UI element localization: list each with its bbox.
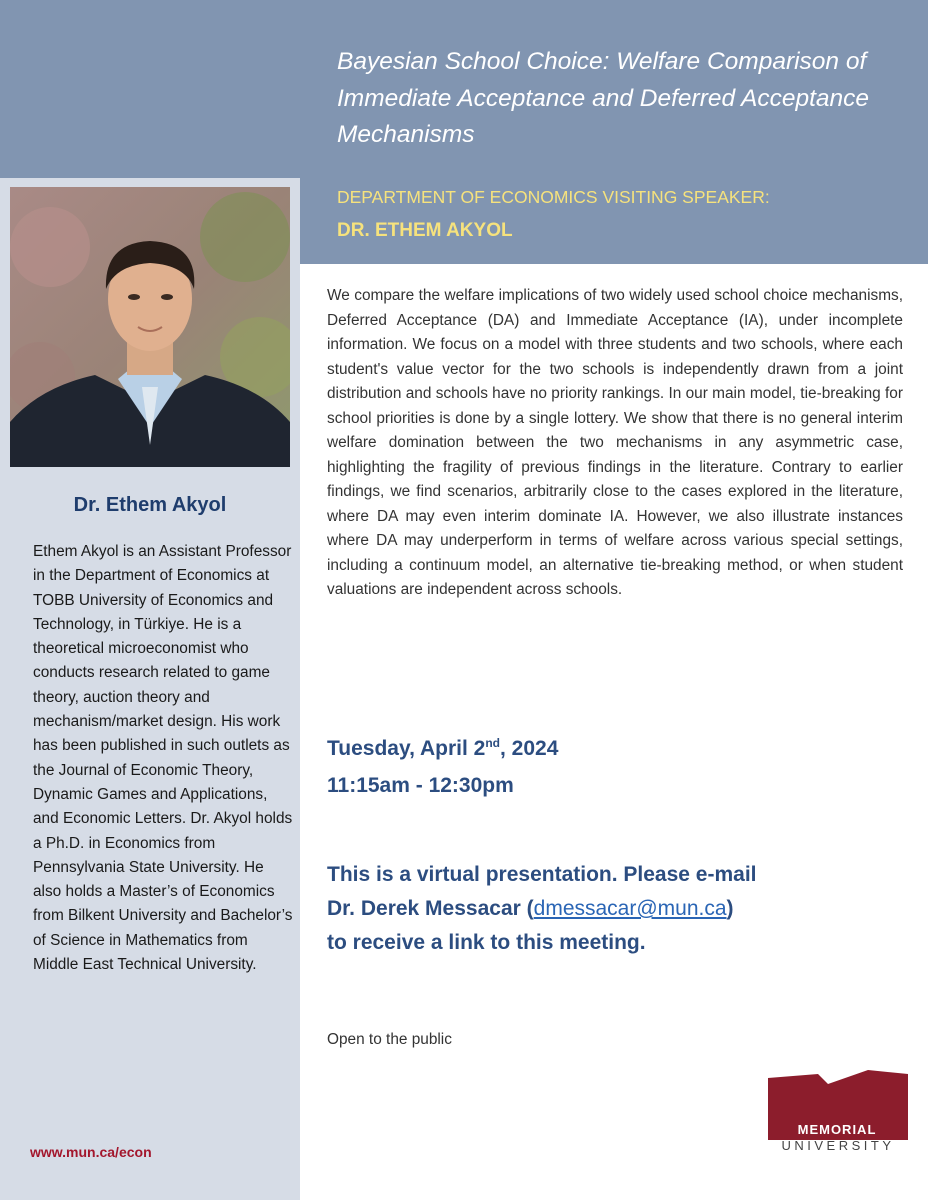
- event-time: 11:15am - 12:30pm: [327, 774, 514, 797]
- speaker-header: DR. ETHEM AKYOL: [337, 220, 513, 241]
- logo-word-university: UNIVERSITY: [781, 1138, 895, 1153]
- memorial-university-logo: [768, 1070, 908, 1160]
- virtual-line-2-suffix: ): [726, 897, 734, 920]
- virtual-line-2-prefix: Dr. Derek Messacar (: [327, 897, 534, 920]
- virtual-line-3: to receive a link to this meeting.: [327, 931, 646, 954]
- virtual-notice: [327, 858, 907, 960]
- date-suffix: , 2024: [500, 737, 559, 760]
- speaker-photo: [10, 187, 290, 467]
- email-link[interactable]: dmessacar@mun.ca: [533, 897, 727, 920]
- virtual-line-1: This is a virtual presentation. Please e-mail: [327, 863, 757, 886]
- department-line: DEPARTMENT OF ECONOMICS VISITING SPEAKER:: [337, 187, 770, 207]
- speaker-name: Dr. Ethem Akyol: [73, 494, 227, 516]
- virtual-line-2: [327, 892, 907, 926]
- event-date: [327, 736, 558, 761]
- public-note: Open to the public: [327, 1031, 452, 1048]
- talk-title: Bayesian School Choice: Welfare Comparison of Immediate Acceptance and Deferred Acceptance Mechanisms: [337, 48, 870, 148]
- date-prefix: Tuesday, April 2: [327, 737, 486, 760]
- website-link[interactable]: www.mun.ca/econ: [30, 1144, 152, 1160]
- logo-word-memorial: MEMORIAL: [797, 1122, 877, 1137]
- speaker-bio: Ethem Akyol is an Assistant Professor in the Department of Economics at TOBB University of Economics and Technology, in Türkiye. He is a theoretical microeconomist who conducts research related to game theory, auction theory and mechanism/market design. His work has been published in such outlets as the Journal of Economic Theory, Dynamic Games and Applications, and Economic Letters. Dr. Akyol holds a Ph.D. in Economics from Pennsylvania State University. He also holds a Master’s of Economics from Bilkent University and Bachelor’s of Science in Mathematics from Middle East Technical University.: [33, 543, 293, 974]
- date-ordinal: nd: [485, 736, 500, 750]
- abstract-text: We compare the welfare implications of two widely used school choice mechanisms, Deferred Acceptance (DA) and Immediate Acceptance (IA), under incomplete information. We focus on a model with three students and two schools, where each student's value vector for the two schools is independently drawn from a joint distribution and schools have no priority rankings. In our main model, tie-breaking for school priorities is done by a single lottery. We show that there is no general interim welfare domination between the two mechanisms in any asymmetric case, highlighting the fragility of previous findings in the literature. Contrary to earlier findings, we find scenarios, arbitrarily close to the cases explored in the literature, where DA may even interim dominate IA. However, we also illustrate instances where DA may underperform in terms of welfare across various special settings, including a continuum model, an alternative tie-breaking method, or when student valuations are independent across schools.: [327, 287, 903, 598]
